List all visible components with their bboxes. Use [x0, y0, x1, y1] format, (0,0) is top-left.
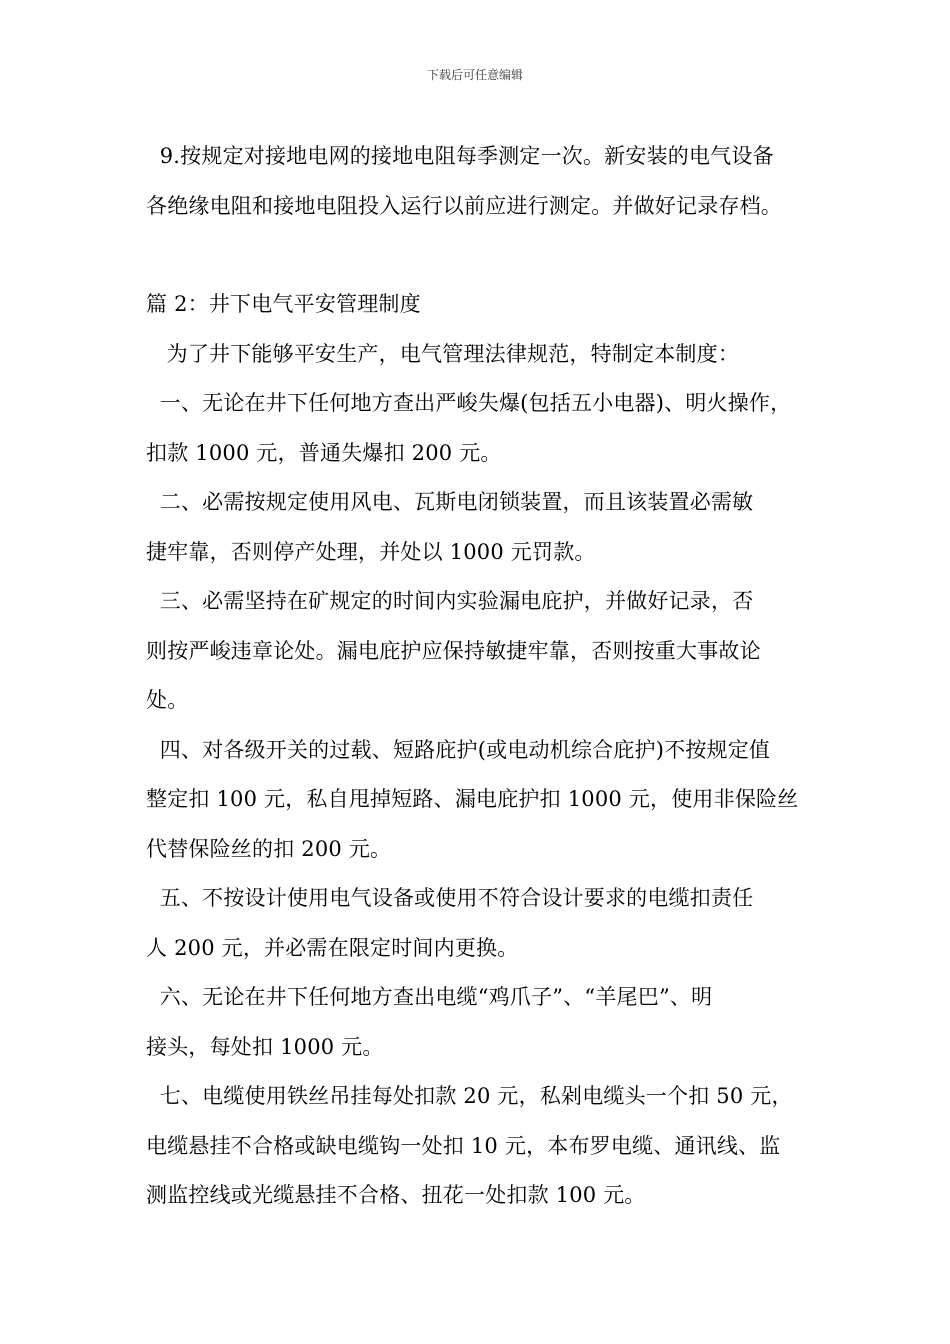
- paragraph-spacer: [146, 231, 826, 280]
- rule-5-line-1: 五、不按设计使用电气设备或使用不符合设计要求的电缆扣责任: [146, 886, 754, 910]
- page-header: 下载后可任意编辑: [426, 68, 523, 82]
- intro-paragraph: 为了井下能够平安生产，电气管理法律规范，特制定本制度：: [146, 341, 740, 366]
- rule-1-line-2: 扣款 1000 元，普通失爆扣 200 元。: [146, 440, 502, 465]
- rule-2-line-2: 捷牢靠，否则停产处理，并处以 1000 元罚款。: [146, 539, 596, 564]
- section-heading: 篇 2：井下电气平安管理制度: [146, 292, 421, 316]
- rule-4-line-2: 整定扣 100 元，私自甩掉短路、漏电庇护扣 1000 元，使用非保险丝: [146, 787, 799, 811]
- rule-7-line-3: 测监控线或光缆悬挂不合格、扭花一处扣款 100 元。: [146, 1183, 646, 1207]
- rule-4-line-3: 代替保险丝的扣 200 元。: [146, 836, 392, 861]
- rule-6-line-2: 接头，每处扣 1000 元。: [146, 1034, 384, 1059]
- rule-7-line-2: 电缆悬挂不合格或缺电缆钩一处扣 10 元，本布罗电缆、通讯线、监: [146, 1133, 781, 1158]
- document-body: [146, 132, 826, 1221]
- rule-7-line-1: 七、电缆使用铁丝吊挂每处扣款 20 元，私剁电缆头一个扣 50 元，: [146, 1084, 793, 1108]
- rule-2-line-1: 二、必需按规定使用风电、瓦斯电闭锁装置，而且该装置必需敏: [146, 490, 754, 514]
- rule-1-line-1: 一、无论在井下任何地方查出严峻失爆(包括五小电器)、明火操作，: [146, 391, 792, 415]
- paragraph-9-line-1: 9.按规定对接地电网的接地电阻每季测定一次。新安装的电气设备: [146, 144, 774, 168]
- paragraph-9-line-2: 各绝缘电阻和接地电阻投入运行以前应进行测定。并做好记录存档。: [146, 193, 782, 218]
- rule-3-line-2: 则按严峻违章论处。漏电庇护应保持敏捷牢靠，否则按重大事故论: [146, 638, 761, 663]
- rule-3-line-1: 三、必需坚持在矿规定的时间内实验漏电庇护，并做好记录，否: [146, 589, 754, 613]
- rule-3-line-3: 处。: [146, 688, 189, 712]
- rule-5-line-2: 人 200 元，并必需在限定时间内更换。: [146, 935, 519, 960]
- rule-6-line-1: 六、无论在井下任何地方查出电缆“鸡爪子”、“羊尾巴”、明: [146, 985, 713, 1009]
- rule-4-line-1: 四、对各级开关的过载、短路庇护(或电动机综合庇护)不按规定值: [146, 737, 771, 762]
